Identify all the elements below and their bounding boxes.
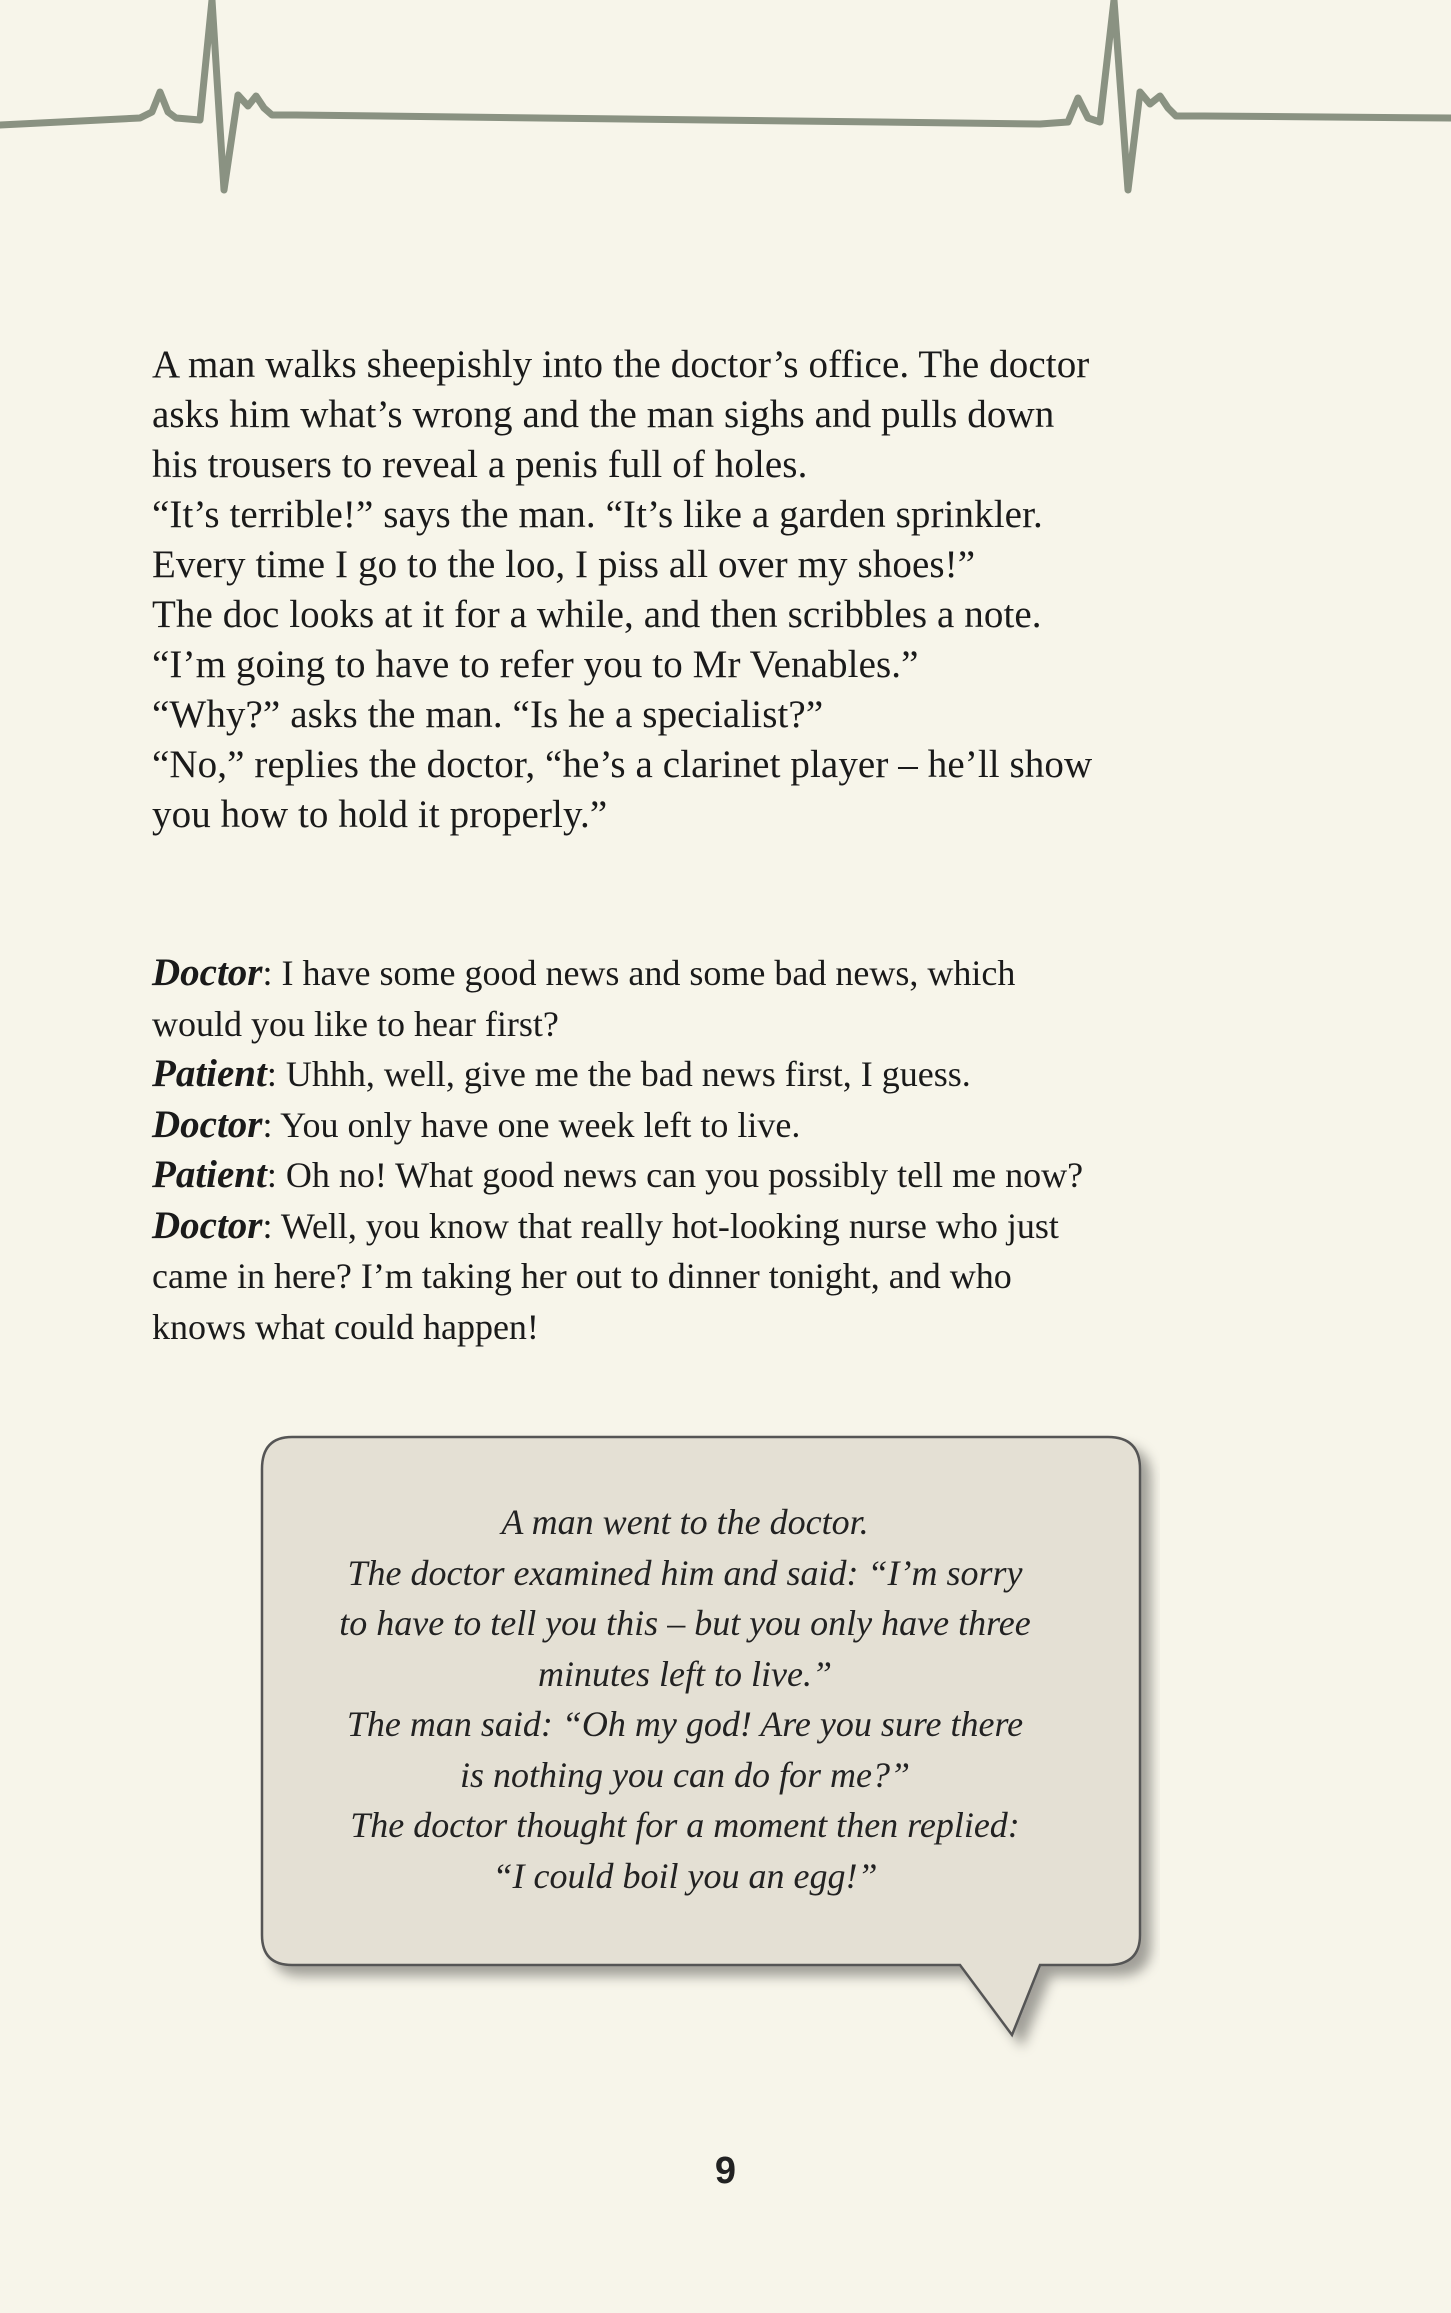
story-line: A man walks sheepishly into the doctor’s office. The doctor [152,343,1090,386]
bubble-line: is nothing you can do for me?” [460,1754,910,1795]
dialogue-line [152,1150,1272,1201]
dialogue-line [152,1201,1272,1252]
dialogue-line-text: knows what could happen! [152,1306,539,1347]
dialogue-line [152,1251,1272,1302]
bubble-joke-text [290,1497,1080,1901]
story-text [152,340,1272,840]
story-line: his trousers to reveal a penis full of holes. [152,443,808,486]
dialogue-line-text: : Uhhh, well, give me the bad news first, I guess. [266,1054,971,1094]
story-line: “I’m going to have to refer you to Mr Venables.” [152,643,919,686]
bubble-line: The doctor thought for a moment then replied: [350,1805,1020,1845]
dialogue-line [152,948,1272,999]
dialogue-line-text: would you like to hear first? [152,1003,559,1044]
bubble-line: A man went to the doctor. [501,1502,869,1542]
bubble-line: The doctor examined him and said: “I’m sorry [347,1552,1023,1593]
bubble-line: to have to tell you this – but you only have three [339,1603,1031,1643]
dialogue-line-text: : I have some good news and some bad news, which [262,953,1016,993]
speech-bubble [260,1425,1160,2065]
bubble-line: minutes left to live.” [538,1653,832,1694]
story-line: “No,” replies the doctor, “he’s a clarinet player – he’ll show [152,743,1093,786]
speaker-label: Doctor [152,1203,263,1247]
dialogue-line-text: : Well, you know that really hot-looking nurse who just [262,1205,1059,1246]
dialogue-text [152,948,1272,1352]
ecg-heartbeat-line-icon [0,0,1451,200]
story-line: “It’s terrible!” says the man. “It’s like a garden sprinkler. [152,493,1043,536]
speaker-label: Doctor [152,951,263,994]
dialogue-line-text: : Oh no! What good news can you possibly tell me now? [266,1155,1084,1195]
story-line: “Why?” asks the man. “Is he a specialist?” [152,693,824,736]
dialogue-line-text: came in here? I’m taking her out to dinner tonight, and who [152,1256,1012,1296]
dialogue-line [152,999,1272,1050]
dialogue-line [152,1100,1272,1151]
page-number: 9 [714,2150,737,2192]
bubble-line: The man said: “Oh my god! Are you sure there [346,1704,1024,1744]
dialogue-line [152,1049,1272,1100]
story-line: The doc looks at it for a while, and then scribbles a note. [152,593,1042,636]
story-line: you how to hold it properly.” [152,793,608,836]
bubble-line: “I could boil you an egg!” [492,1855,878,1896]
story-line: Every time I go to the loo, I piss all over my shoes!” [152,543,976,586]
speaker-label: Patient [152,1153,267,1196]
dialogue-line-text: : You only have one week left to live. [262,1104,801,1145]
story-line: asks him what’s wrong and the man sighs and pulls down [152,393,1055,436]
dialogue-line [152,1302,1272,1353]
speaker-label: Patient [152,1052,267,1095]
speaker-label: Doctor [152,1102,263,1146]
